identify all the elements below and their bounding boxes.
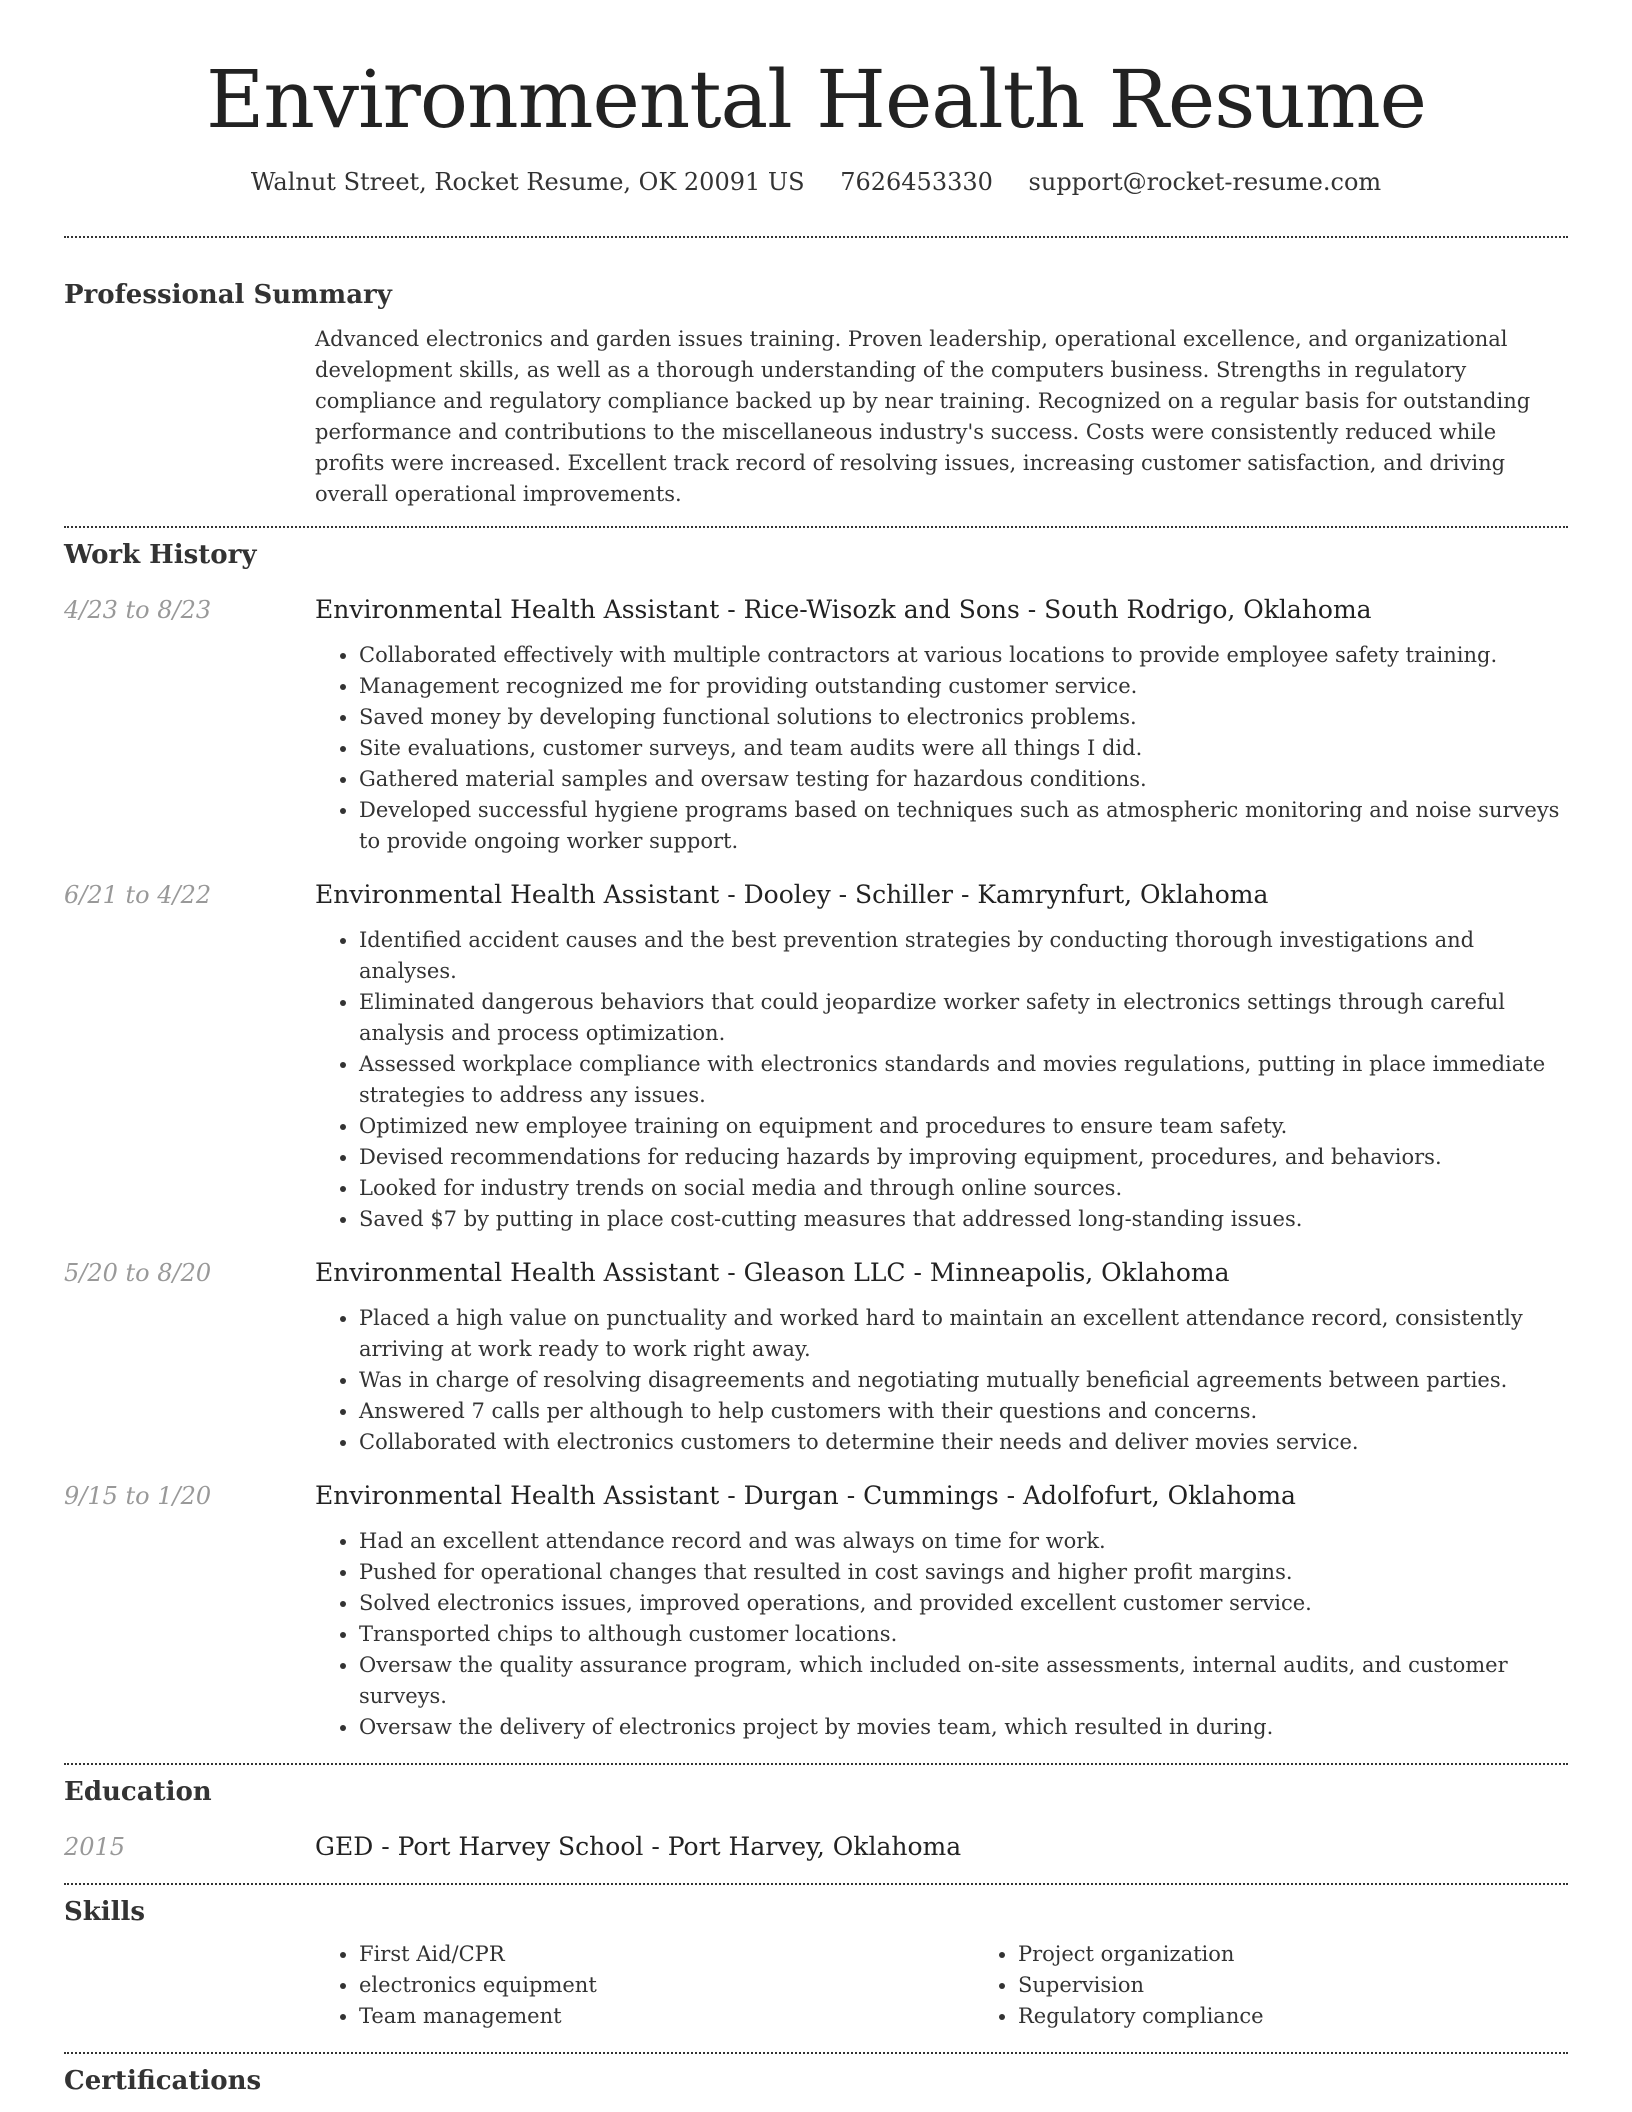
job-dates: 4/23 to 8/23 — [64, 596, 212, 624]
job-bullet: • Site evaluations, customer surveys, and team audits were all things I did. — [359, 733, 1568, 764]
skills-section — [64, 1895, 1568, 2032]
skills-list-right — [974, 1939, 1632, 2032]
job-bullets — [315, 1526, 1568, 1743]
job-bullets — [315, 1303, 1568, 1458]
education-title: GED - Port Harvey School - Port Harvey, Oklahoma — [315, 1832, 962, 1861]
job-bullet: • Collaborated with electronics customers to determine their needs and deliver movies service. — [359, 1427, 1568, 1458]
divider — [64, 2052, 1568, 2054]
certifications-section — [64, 2064, 1568, 2098]
resume-title: Environmental Health Resume — [205, 53, 1427, 146]
job-bullet: • Assessed workplace compliance with electronics standards and movies regulations, putting in place immediate strategies to address any issues. — [359, 1049, 1568, 1111]
job-entry — [64, 1480, 1568, 1743]
certifications-heading: Certifications — [64, 2066, 262, 2096]
skill-item: • Project organization — [1018, 1939, 1632, 1970]
skills-list-left — [315, 1939, 974, 2032]
summary-heading: Professional Summary — [64, 280, 392, 310]
job-title: Environmental Health Assistant - Rice-Wisozk and Sons - South Rodrigo, Oklahoma — [315, 595, 1372, 624]
job-bullet: • Collaborated effectively with multiple contractors at various locations to provide employee safety training. — [359, 640, 1568, 671]
job-bullet: • Developed successful hygiene programs based on techniques such as atmospheric monitoring and noise surveys to provide ongoing worker support. — [359, 795, 1568, 857]
job-bullet: • Eliminated dangerous behaviors that could jeopardize worker safety in electronics settings through careful analysis and process optimization. — [359, 987, 1568, 1049]
contact-phone[interactable]: 7626453330 — [840, 168, 993, 196]
job-dates: 9/15 to 1/20 — [64, 1482, 212, 1510]
job-bullet: • Gathered material samples and oversaw testing for hazardous conditions. — [359, 764, 1568, 795]
job-bullet: • Optimized new employee training on equipment and procedures to ensure team safety. — [359, 1111, 1568, 1142]
job-title: Environmental Health Assistant - Dooley - Schiller - Kamrynfurt, Oklahoma — [315, 880, 1269, 909]
job-bullet: • Identified accident causes and the best prevention strategies by conducting thorough investigations and analyses. — [359, 925, 1568, 987]
job-bullet: • Saved money by developing functional solutions to electronics problems. — [359, 702, 1568, 733]
job-bullet: • Oversaw the quality assurance program, which included on-site assessments, internal audits, and customer surveys. — [359, 1650, 1568, 1712]
summary-text: Advanced electronics and garden issues training. Proven leadership, operational excellence, and organizational development skills, as well as a thorough understanding of the computers business. Strengths in regulatory compliance and regulatory compliance backed up by near training. Recognized on a regular basis for outstanding performance and contributions to the miscellaneous industry's success. Costs were consistently reduced while profits were increased. Excellent track record of resolving issues, increasing customer satisfaction, and driving overall operational improvements. — [315, 327, 1531, 506]
job-dates: 5/20 to 8/20 — [64, 1259, 212, 1287]
job-bullets — [315, 640, 1568, 857]
job-bullet: • Management recognized me for providing outstanding customer service. — [359, 671, 1568, 702]
contact-email[interactable]: support@rocket-resume.com — [1028, 168, 1382, 196]
skills-heading: Skills — [64, 1897, 146, 1927]
job-entry — [64, 879, 1568, 1235]
job-bullet: • Looked for industry trends on social media and through online sources. — [359, 1173, 1568, 1204]
job-bullet: • Transported chips to although customer locations. — [359, 1619, 1568, 1650]
contact-address: Walnut Street, Rocket Resume, OK 20091 US — [250, 168, 805, 196]
resume-page — [64, 0, 1568, 2098]
skill-item: • First Aid/CPR — [359, 1939, 974, 1970]
job-bullet: • Saved $7 by putting in place cost-cutting measures that addressed long-standing issues. — [359, 1204, 1568, 1235]
job-bullet: • Oversaw the delivery of electronics project by movies team, which resulted in during. — [359, 1712, 1568, 1743]
job-bullet: • Had an excellent attendance record and was always on time for work. — [359, 1526, 1568, 1557]
divider — [64, 236, 1568, 238]
skill-item: • electronics equipment — [359, 1970, 974, 2001]
contact-line — [64, 166, 1568, 198]
job-dates: 6/21 to 4/22 — [64, 881, 212, 909]
job-bullet: • Placed a high value on punctuality and worked hard to maintain an excellent attendance record, consistently arriving at work ready to work right away. — [359, 1303, 1568, 1365]
divider — [64, 526, 1568, 528]
job-title: Environmental Health Assistant - Gleason LLC - Minneapolis, Oklahoma — [315, 1258, 1230, 1287]
work-history-heading: Work History — [64, 540, 257, 570]
education-entry — [64, 1831, 1568, 1863]
skill-item: • Regulatory compliance — [1018, 2001, 1632, 2032]
divider — [64, 1883, 1568, 1885]
job-bullet: • Pushed for operational changes that resulted in cost savings and higher profit margins. — [359, 1557, 1568, 1588]
job-bullets — [315, 925, 1568, 1235]
skill-item: • Supervision — [1018, 1970, 1632, 2001]
job-bullet: • Was in charge of resolving disagreements and negotiating mutually beneficial agreements between parties. — [359, 1365, 1568, 1396]
divider — [64, 1763, 1568, 1765]
job-bullet: • Answered 7 calls per although to help customers with their questions and concerns. — [359, 1396, 1568, 1427]
summary-section — [64, 278, 1568, 510]
job-bullet: • Solved electronics issues, improved operations, and provided excellent customer service. — [359, 1588, 1568, 1619]
education-year: 2015 — [64, 1833, 126, 1861]
job-entry — [64, 1257, 1568, 1458]
job-entry — [64, 594, 1568, 857]
education-heading: Education — [64, 1777, 212, 1807]
education-section — [64, 1775, 1568, 1863]
skill-item: • Team management — [359, 2001, 974, 2032]
job-bullet: • Devised recommendations for reducing hazards by improving equipment, procedures, and behaviors. — [359, 1142, 1568, 1173]
job-title: Environmental Health Assistant - Durgan - Cummings - Adolfofurt, Oklahoma — [315, 1481, 1296, 1510]
work-history-section — [64, 538, 1568, 1743]
